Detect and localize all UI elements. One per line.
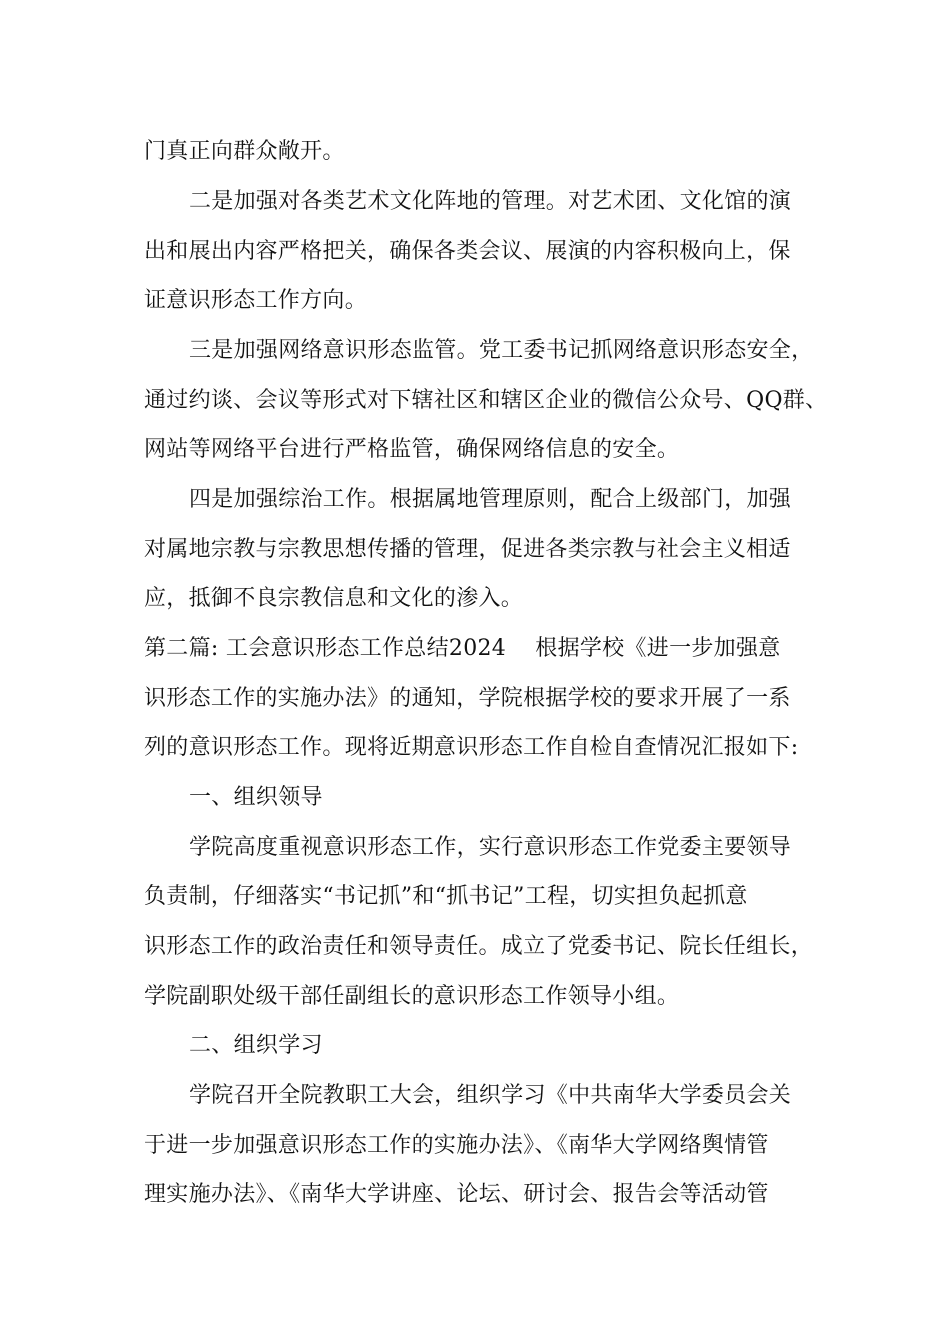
paragraph-start: 三是加强网络意识形态监管。党工委书记抓网络意识形态安全， [189,338,814,363]
text-line: 通过约谈、会议等形式对下辖社区和辖区企业的微信公众号、QQ群、 [144,388,828,413]
text-line: 识形态工作的实施办法》的通知，学院根据学校的要求开展了一系 [144,686,791,711]
text-line: 学院副职处级干部任副组长的意识形态工作领导小组。 [144,984,680,1009]
text-line: 识形态工作的政治责任和领导责任。成立了党委书记、院长任组长， [144,934,814,959]
section-heading: 二、组织学习 [189,1033,323,1058]
paragraph-start: 学院高度重视意识形态工作，实行意识形态工作党委主要领导 [189,835,792,860]
text-line: 出和展出内容严格把关，确保各类会议、展演的内容积极向上，保 [144,239,791,264]
text-line: 应，抵御不良宗教信息和文化的渗入。 [144,586,524,611]
text-line: 证意识形态工作方向。 [144,288,368,313]
section-title-line: 第二篇: 工会意识形态工作总结2024 根据学校《进一步加强意 [144,636,781,661]
text-line: 网站等网络平台进行严格监管，确保网络信息的安全。 [144,437,680,462]
text-line: 于进一步加强意识形态工作的实施办法》、《南华大学网络舆情管 [144,1133,769,1158]
text-line: 门真正向群众敞开。 [144,139,345,164]
paragraph-start: 二是加强对各类艺术文化阵地的管理。对艺术团、文化馆的演 [189,189,792,214]
paragraph-start: 学院召开全院教职工大会，组织学习《中共南华大学委员会关 [189,1083,792,1108]
text-line: 对属地宗教与宗教思想传播的管理，促进各类宗教与社会主义相适 [144,537,791,562]
paragraph-start: 四是加强综治工作。根据属地管理原则，配合上级部门，加强 [189,487,792,512]
text-line: 列的意识形态工作。现将近期意识形态工作自检自查情况汇报如下: [144,735,799,760]
section-heading: 一、组织领导 [189,785,323,810]
text-line: 负责制，仔细落实“书记抓”和“抓书记”工程，切实担负起抓意 [144,884,748,909]
text-line: 理实施办法》、《南华大学讲座、论坛、研讨会、报告会等活动管 [144,1182,769,1207]
